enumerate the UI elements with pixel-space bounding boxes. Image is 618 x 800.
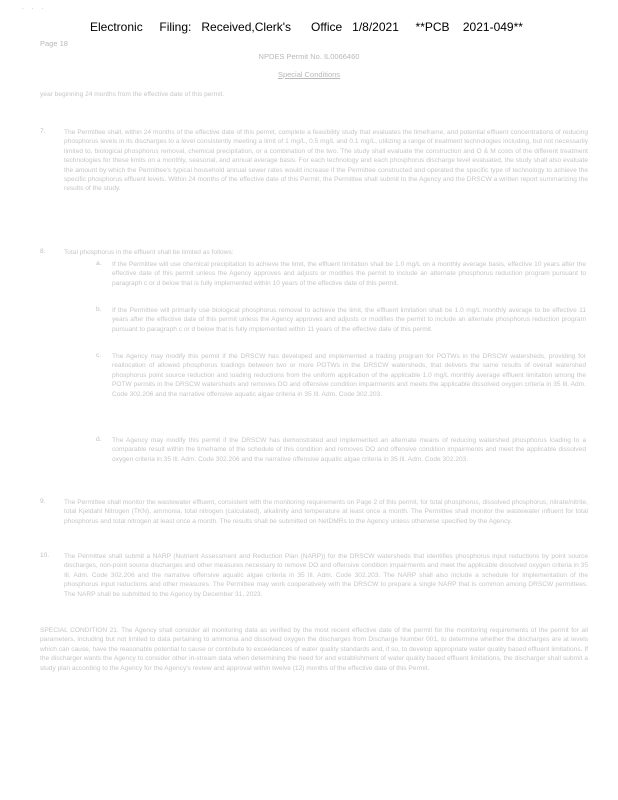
sub-a-label: a. [96,260,102,267]
paragraph-10-number: 10. [40,552,50,559]
paragraph-9-number: 9. [40,498,46,505]
paragraph-7: The Permittee shall, within 24 months of the effective date of this permit, complete a feasibility study that evaluates the timeframe, and potential effluent concentrations of reducing phosphorus levels in its discharges to a level consistently meeting a limit of 1 mg/L, 0.5 mg/L and 0.1 mg/L, utilizing a range of treatment technologies including, but not necessarily limited to, biological phosphorus removal, chemical precipitation, or a combination of the two. The study shall evaluate the construction and O & M costs of the different treatment technologies for these limits on a monthly, seasonal, and annual average basis. For each technology and each phosphorus discharge level evaluated, the study shall also evaluate the amount by which the Permittee's typical household annual sewer rates would increase if the Permittee constructed and operated the specific type of technology to achieve the specific phosphorus effluent levels. Within 24 months of the effective date of this Permit, the Permittee shall submit to the Agency and the DRSCW a written report summarizing the results of the study. [64,129,588,193]
electronic-filing-stamp: Electronic Filing: Received,Clerk's Office 1/8/2021 **PCB 2021-049** [90,20,523,34]
paragraph-9: The Permittee shall monitor the wastewater effluent, consistent with the monitoring requirements on Page 2 of this permit, for total phosphorus, dissolved phosphorus, nitrate/nitrite, total Kjeldahl Nitrogen (TKN), ammonia, total nitrogen (calculated), alkalinity and temperature at least once a month. The Permittee shall monitor the wastewater influent for total phosphorus and total nitrogen at least once a month. The results shall be submitted on NetDMRs to the Agency unless otherwise specified by the Agency. [64,499,588,525]
paragraph-10: The Permittee shall submit a NARP (Nutrient Assessment and Reduction Plan (NARP)) for the DRSCW watersheds that identifies phosphorus input reductions by point source discharges, non-point source discharges and other measures necessary to remove DO and offensive condition impairments and meet the applicable dissolved oxygen criteria in 35 Ill. Adm. Code 302.206 and the narrative offensive aquatic algae criteria in 35 Ill. Adm. Code 302.203. The NARP shall also include a schedule for implementation of the phosphorus input reductions and other measures. The Permittee may work cooperatively with the DRSCW to prepare a single NARP that is common among DRSCW permittees. The NARP shall be submitted to the Agency by December 31, 2023. [64,553,588,598]
intro-paragraph: year beginning 24 months from the effective date of this permit. [40,91,225,98]
sub-paragraph-a: If the Permittee will use chemical precipitation to achieve the limit, the effluent limitation shall be 1.0 mg/L on a monthly average basis, effective 10 years after the effective date of this permit unless the Agency approves and adjusts or modifies the permit to include an alternate phosphorus reduction program pursuant to paragraph c or d below that is fully implemented within 10 years of the effective date of this permit. [112,261,586,287]
paragraph-7-number: 7. [40,128,46,135]
paragraph-8: Total phosphorus in the effluent shall be limited as follows: [64,249,234,256]
sub-b-label: b. [96,306,102,313]
scan-corner-mark: · · · [22,6,47,12]
sub-paragraph-b: If the Permittee will primarily use biological phosphorus removal to achieve the limit, the effluent limitation shall be 1.0 mg/L monthly average to be effective 11 years after the effective date of this permit unless the Agency approves and adjusts or modifies the permit to include an alternate phosphorus reduction program pursuant to paragraph c or d below that is fully implemented within 11 years of the effective date of this permit. [112,307,586,333]
paragraph-8-number: 8. [40,248,46,255]
sub-paragraph-c: The Agency may modify this permit if the DRSCW has developed and implemented a trading program for POTWs in the DRSCW watersheds, providing for reallocation of allowed phosphorus loadings between two or more POTWs in the DRSCW watersheds, that delivers the same results of overall watershed phosphorus point source reduction and loading reductions from the uniform application of the applicable 1.0 mg/L monthly average effluent limitation among the POTW permits in the DRSCW watersheds and removes DO and offensive condition impairments and meets the applicable dissolved oxygen criteria in 35 Ill. Adm. Code 302.206 and the narrative offensive aquatic algae criteria in 35 Ill. Adm. Code 302.203. [112,353,586,398]
sub-c-label: c. [96,352,102,359]
section-heading: Special Conditions [277,70,341,79]
special-condition-21: SPECIAL CONDITION 21. The Agency shall consider all monitoring data as verified by the most recent effective date of the permit for the monitoring requirements of the permit for all parameters, including but not limited to data pertaining to ammonia and dissolved oxygen the discharges from Discharge Number 001, to determine whether the discharges are at levels which can cause, have the reasonable potential to cause or contribute to exceedances of water quality standards and, if so, to develop appropriate water quality based effluent limitations. If the discharger wants the Agency to consider other in-stream data when determining the need for and establishment of water quality based effluent limitations, the discharger shall submit a study plan according to the Agency for the Agency's review and approval within twelve (12) months of the effective date of this Permit. [40,627,588,672]
sub-d-label: d. [96,436,102,443]
page-number: Page 18 [40,39,68,48]
permit-number: NPDES Permit No. IL0066460 [258,52,360,61]
sub-paragraph-d: The Agency may modify this permit if the DRSCW has demonstrated and implemented an alternate means of reducing watershed phosphorus loading to a comparable result within the timeframe of the schedule of this condition and removes DO and offensive condition impairments and meet the applicable dissolved oxygen criteria in 35 Ill. Adm. Code 302.206 and the narrative offensive aquatic algae criteria in 35 Ill. Adm. Code 302.203. [112,437,586,463]
